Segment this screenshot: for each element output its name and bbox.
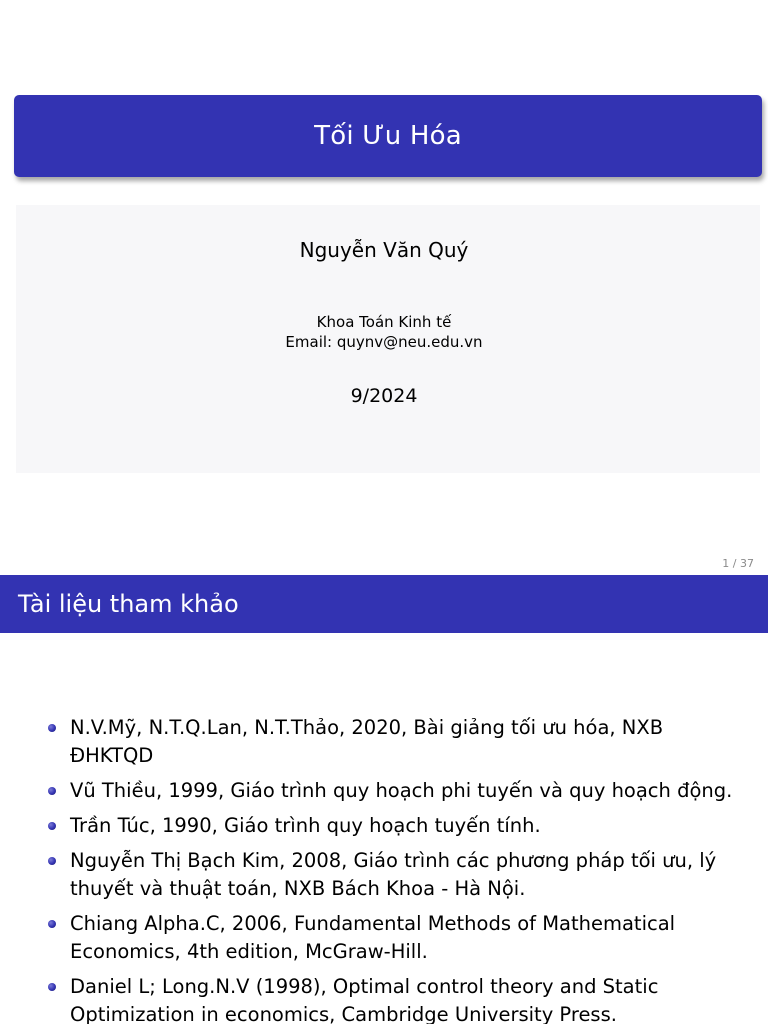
reference-text: Vũ Thiều, 1999, Giáo trình quy hoạch phi tuyến và quy hoạch động. — [70, 779, 733, 802]
department: Khoa Toán Kinh tế — [316, 313, 452, 331]
list-item — [46, 973, 746, 1024]
ball-bullet-icon — [48, 724, 56, 732]
presentation-title-bar — [14, 95, 762, 177]
reference-text: Nguyễn Thị Bạch Kim, 2008, Giáo trình các phương pháp tối ưu, lý thuyết và thuật toán, NXB Bách Khoa - Hà Nội. — [70, 849, 717, 900]
references-slide — [0, 575, 768, 1024]
list-item — [46, 777, 746, 805]
reference-list — [46, 714, 746, 1024]
list-item — [46, 812, 746, 840]
reference-text: Chiang Alpha.C, 2006, Fundamental Methods of Mathematical Economics, 4th edition, McGraw-Hill. — [70, 912, 676, 963]
ball-bullet-icon — [48, 920, 56, 928]
email: Email: quynv@neu.edu.vn — [285, 333, 483, 351]
ball-bullet-icon — [48, 787, 56, 795]
list-item — [46, 714, 746, 770]
author-name: Nguyễn Văn Quý — [299, 238, 469, 262]
ball-bullet-icon — [48, 857, 56, 865]
ball-bullet-icon — [48, 822, 56, 830]
ball-bullet-icon — [48, 983, 56, 991]
reference-text: N.V.Mỹ, N.T.Q.Lan, N.T.Thảo, 2020, Bài giảng tối ưu hóa, NXB ĐHKTQD — [70, 716, 664, 767]
presentation-date: 9/2024 — [350, 385, 418, 407]
frame-title: Tài liệu tham khảo — [18, 590, 239, 618]
affiliation-block — [0, 312, 768, 352]
list-item — [46, 847, 746, 903]
page-number: 1 / 37 — [722, 557, 754, 570]
reference-text: Trần Túc, 1990, Giáo trình quy hoạch tuyến tính. — [70, 814, 541, 837]
reference-text: Daniel L; Long.N.V (1998), Optimal control theory and Static Optimization in economics, Cambridge University Press. — [70, 975, 659, 1024]
list-item — [46, 910, 746, 966]
frame-title-bar — [0, 575, 768, 633]
presentation-title: Tối Ưu Hóa — [314, 121, 462, 151]
